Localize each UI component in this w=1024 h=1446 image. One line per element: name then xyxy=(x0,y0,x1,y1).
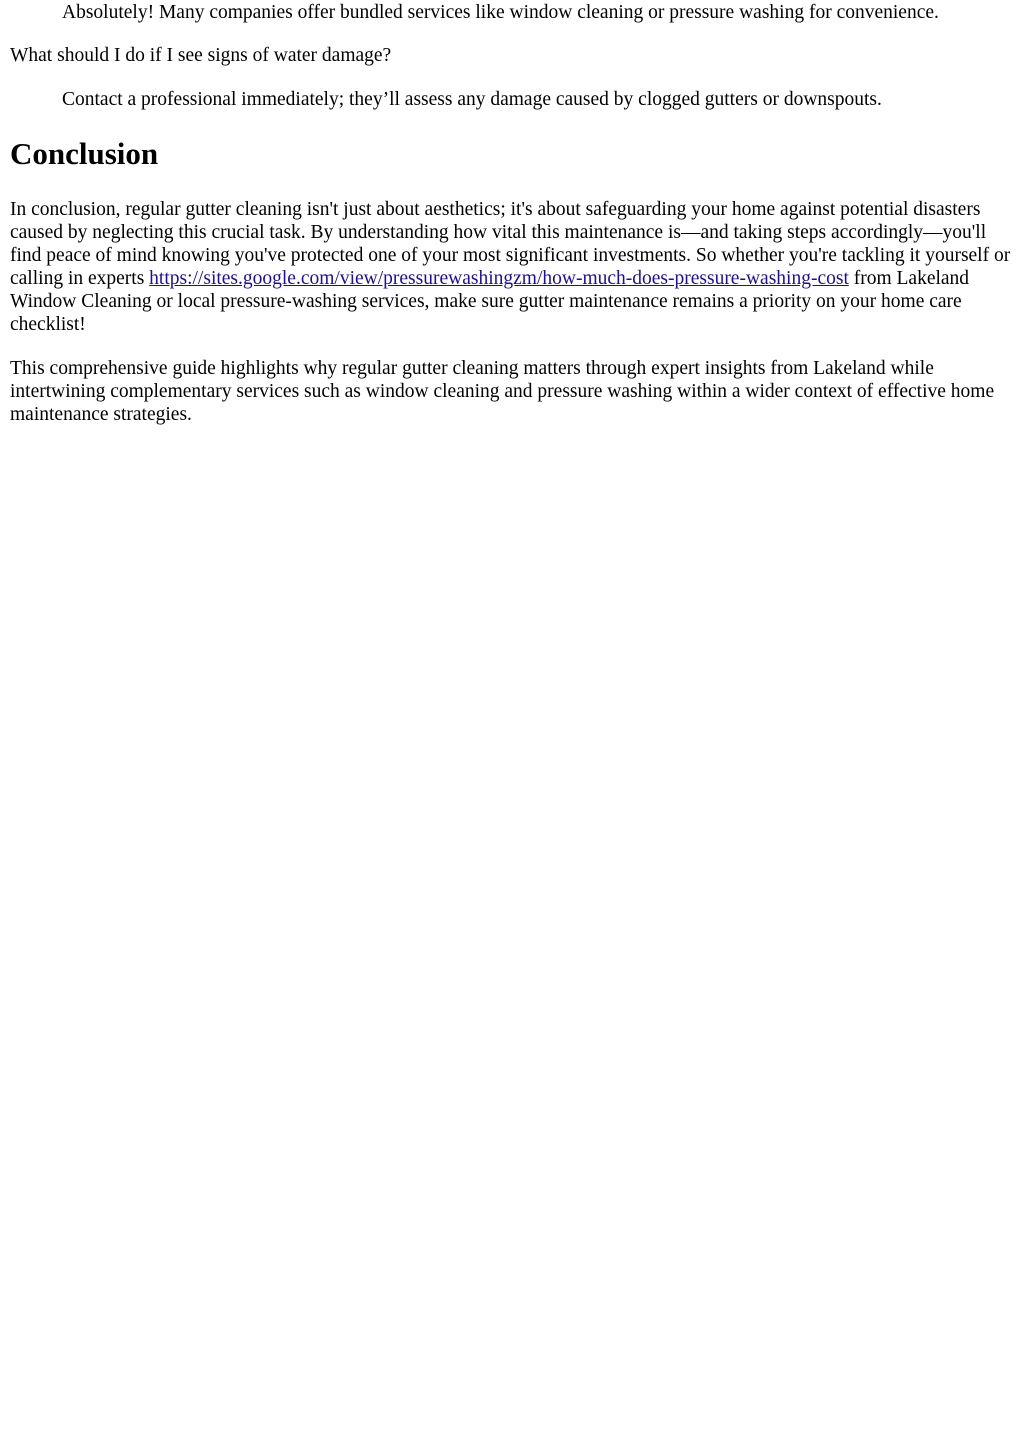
summary-paragraph: This comprehensive guide highlights why regular gutter cleaning matters through expert insights from Lakeland while intertwining complementary services such as window cleaning and pressure washing within a wider context of effective home maintenance strategies. xyxy=(10,358,995,425)
conclusion-text-after-link: from Lakeland Window Cleaning or local pressure-washing services, make sure gutter maintenance remains a priority on your home care checklist! xyxy=(10,268,970,335)
faq-answer: Absolutely! Many companies offer bundled services like window cleaning or pressure washing for convenience. xyxy=(62,2,939,23)
conclusion-heading: Conclusion xyxy=(10,136,159,171)
faq-question: What should I do if I see signs of water damage? xyxy=(10,45,392,66)
conclusion-paragraph xyxy=(10,198,1014,336)
pressure-washing-cost-link[interactable]: https://sites.google.com/view/pressurewashingzm/how-much-does-pressure-washing-cost xyxy=(149,268,849,289)
faq-answer: Contact a professional immediately; they’ll assess any damage caused by clogged gutters or downspouts. xyxy=(62,89,882,110)
conclusion-text-before-link: In conclusion, regular gutter cleaning isn't just about aesthetics; it's about safeguarding your home against potential disasters caused by neglecting this crucial task. By understanding how vital this maintenance is—and taking steps accordingly—you'll find peace of mind knowing you've protected one of your most significant investments. So whether you're tackling it yourself or calling in experts xyxy=(10,199,1011,289)
